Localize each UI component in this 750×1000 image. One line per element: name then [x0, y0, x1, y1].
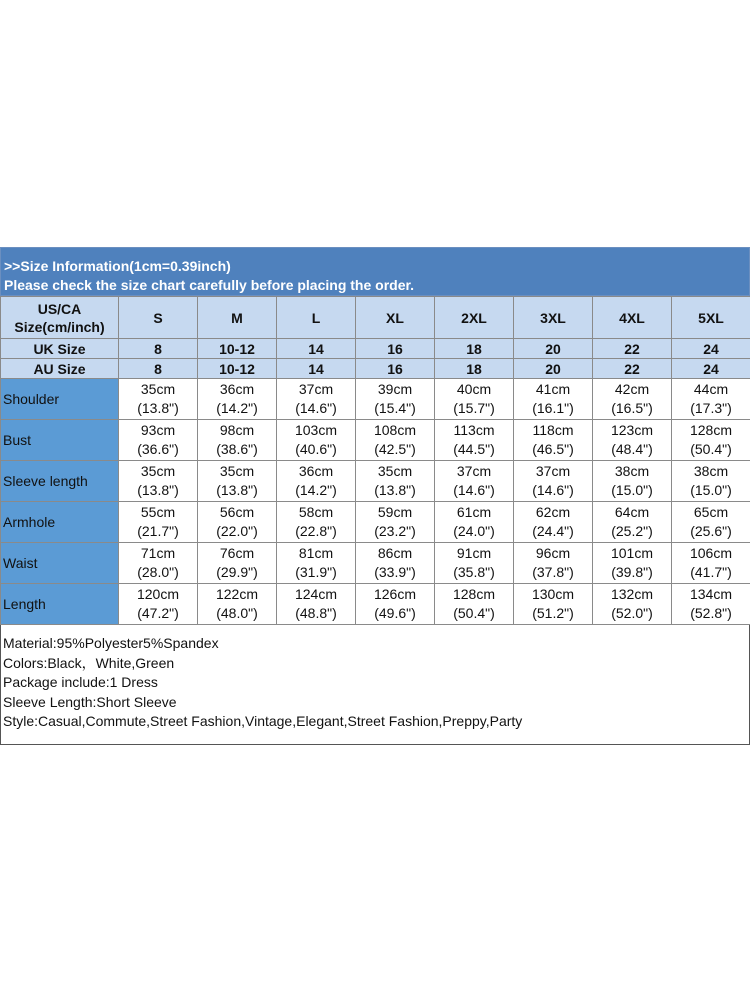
size-chart — [0, 247, 750, 745]
size-cell: 18 — [435, 359, 514, 379]
cm-value: 96cm — [535, 545, 571, 561]
measurement-cell — [356, 379, 435, 420]
measurement-cell — [198, 502, 277, 543]
measurement-cell — [672, 584, 750, 625]
size-row — [1, 297, 750, 339]
inch-value: (29.9") — [216, 564, 258, 580]
cm-value: 55cm — [140, 504, 176, 520]
measurement-label: Length — [1, 584, 119, 625]
inch-value: (24.0") — [453, 523, 495, 539]
cm-value: 37cm — [298, 381, 334, 397]
inch-value: (14.6") — [532, 482, 574, 498]
size-cell: 8 — [119, 359, 198, 379]
cm-value: 103cm — [294, 422, 338, 438]
measurement-cell — [356, 420, 435, 461]
measurement-cell — [672, 502, 750, 543]
inch-value: (52.0") — [611, 605, 653, 621]
inch-value: (33.9") — [374, 564, 416, 580]
cm-value: 120cm — [136, 586, 180, 602]
inch-value: (15.0") — [611, 482, 653, 498]
size-cell: 10-12 — [198, 339, 277, 359]
inch-value: (23.2") — [374, 523, 416, 539]
measurement-cell — [119, 461, 198, 502]
measurement-cell — [672, 420, 750, 461]
header-title: >>Size Information(1cm=0.39inch) — [4, 258, 231, 274]
measurement-cell — [593, 543, 672, 584]
inch-value: (14.2") — [295, 482, 337, 498]
size-cell: 24 — [672, 359, 750, 379]
inch-value: (24.4") — [532, 523, 574, 539]
measurement-cell — [356, 543, 435, 584]
cm-value: 35cm — [140, 381, 176, 397]
measurement-cell — [435, 420, 514, 461]
measurement-cell — [514, 584, 593, 625]
inch-value: (48.4") — [611, 441, 653, 457]
measurement-cell — [277, 584, 356, 625]
size-cell: 20 — [514, 339, 593, 359]
measurement-cell — [119, 379, 198, 420]
measurement-cell — [672, 461, 750, 502]
cm-value: 62cm — [535, 504, 571, 520]
measurement-cell — [514, 379, 593, 420]
measurement-cell — [435, 461, 514, 502]
inch-value: (13.8") — [216, 482, 258, 498]
measurement-label: Waist — [1, 543, 119, 584]
measurement-cell — [119, 584, 198, 625]
measurement-cell — [593, 420, 672, 461]
inch-value: (16.1") — [532, 400, 574, 416]
measurement-cell — [514, 420, 593, 461]
cm-value: 38cm — [693, 463, 729, 479]
size-cell: 20 — [514, 359, 593, 379]
inch-value: (22.8") — [295, 523, 337, 539]
cm-value: 41cm — [535, 381, 571, 397]
inch-value: (46.5") — [532, 441, 574, 457]
measurement-cell — [356, 502, 435, 543]
inch-value: (48.8") — [295, 605, 337, 621]
measurement-cell — [119, 502, 198, 543]
cm-value: 113cm — [453, 422, 495, 438]
inch-value: (15.4") — [374, 400, 416, 416]
inch-value: (14.2") — [216, 400, 258, 416]
measurement-label: Sleeve length — [1, 461, 119, 502]
measurement-cell — [198, 584, 277, 625]
cm-value: 134cm — [689, 586, 733, 602]
cm-value: 91cm — [456, 545, 492, 561]
cm-value: 61cm — [456, 504, 492, 520]
cm-value: 118cm — [532, 422, 574, 438]
cm-value: 86cm — [377, 545, 413, 561]
inch-value: (22.0") — [216, 523, 258, 539]
size-cell: 22 — [593, 359, 672, 379]
measurement-cell — [198, 420, 277, 461]
size-row-label: AU Size — [1, 359, 119, 379]
inch-value: (51.2") — [532, 605, 574, 621]
inch-value: (25.6") — [690, 523, 732, 539]
cm-value: 123cm — [610, 422, 654, 438]
inch-value: (52.8") — [690, 605, 732, 621]
cm-value: 36cm — [219, 381, 255, 397]
size-row — [1, 359, 750, 379]
size-cell: 14 — [277, 339, 356, 359]
inch-value: (40.6") — [295, 441, 337, 457]
measurement-cell — [435, 584, 514, 625]
size-cell: 4XL — [593, 297, 672, 339]
inch-value: (50.4") — [453, 605, 495, 621]
measurement-label: Bust — [1, 420, 119, 461]
cm-value: 37cm — [535, 463, 571, 479]
inch-value: (21.7") — [137, 523, 179, 539]
cm-value: 58cm — [298, 504, 334, 520]
inch-value: (14.6") — [453, 482, 495, 498]
size-chart-header — [0, 247, 750, 296]
size-cell: 2XL — [435, 297, 514, 339]
cm-value: 130cm — [531, 586, 575, 602]
measurement-cell — [198, 379, 277, 420]
cm-value: 44cm — [693, 381, 729, 397]
size-cell: 22 — [593, 339, 672, 359]
measurement-cell — [119, 543, 198, 584]
cm-value: 93cm — [140, 422, 176, 438]
size-cell: M — [198, 297, 277, 339]
info-line: Colors:Black，White,Green — [3, 654, 175, 671]
size-cell: S — [119, 297, 198, 339]
inch-value: (17.3") — [690, 400, 732, 416]
inch-value: (15.0") — [690, 482, 732, 498]
measurement-cell — [277, 461, 356, 502]
cm-value: 42cm — [614, 381, 650, 397]
cm-value: 59cm — [377, 504, 413, 520]
cm-value: 128cm — [689, 422, 733, 438]
product-info — [0, 625, 750, 745]
cm-value: 128cm — [452, 586, 496, 602]
measurement-cell — [198, 461, 277, 502]
header-notice: Please check the size chart carefully before placing the order. — [4, 277, 415, 293]
measurement-row — [1, 379, 750, 420]
size-cell: XL — [356, 297, 435, 339]
measurement-cell — [356, 461, 435, 502]
inch-value: (50.4") — [690, 441, 732, 457]
inch-value: (41.7") — [690, 564, 732, 580]
inch-value: (38.6") — [216, 441, 258, 457]
info-line: Package include:1 Dress — [3, 674, 158, 690]
measurement-cell — [435, 379, 514, 420]
measurement-cell — [514, 543, 593, 584]
inch-value: (16.5") — [611, 400, 653, 416]
inch-value: (49.6") — [374, 605, 416, 621]
size-row — [1, 339, 750, 359]
measurement-cell — [277, 379, 356, 420]
measurement-label: Armhole — [1, 502, 119, 543]
measurement-row — [1, 584, 750, 625]
measurement-cell — [593, 379, 672, 420]
measurement-cell — [277, 420, 356, 461]
measurement-cell — [277, 502, 356, 543]
cm-value: 124cm — [294, 586, 338, 602]
inch-value: (35.8") — [453, 564, 495, 580]
cm-value: 81cm — [298, 545, 334, 561]
measurement-label: Shoulder — [1, 379, 119, 420]
measurement-row — [1, 461, 750, 502]
cm-value: 132cm — [610, 586, 654, 602]
inch-value: (13.8") — [374, 482, 416, 498]
cm-value: 36cm — [298, 463, 334, 479]
cm-value: 106cm — [689, 545, 733, 561]
cm-value: 35cm — [377, 463, 413, 479]
size-cell: 10-12 — [198, 359, 277, 379]
size-row-label: UK Size — [1, 339, 119, 359]
measurement-cell — [593, 461, 672, 502]
inch-value: (28.0") — [137, 564, 179, 580]
inch-value: (15.7") — [453, 400, 495, 416]
measurement-cell — [277, 543, 356, 584]
measurement-cell — [672, 543, 750, 584]
inch-value: (39.8") — [611, 564, 653, 580]
size-cell: 14 — [277, 359, 356, 379]
measurement-cell — [119, 420, 198, 461]
cm-value: 38cm — [614, 463, 650, 479]
measurement-cell — [672, 379, 750, 420]
info-line: Sleeve Length:Short Sleeve — [3, 693, 177, 710]
measurement-cell — [356, 584, 435, 625]
measurement-row — [1, 420, 750, 461]
cm-value: 40cm — [456, 381, 492, 397]
measurement-row — [1, 543, 750, 584]
inch-value: (13.8") — [137, 400, 179, 416]
inch-value: (36.6") — [137, 441, 179, 457]
size-row-label: US/CA Size(cm/inch) — [1, 297, 119, 339]
info-line: Material:95%Polyester5%Spandex — [3, 635, 219, 651]
size-cell: L — [277, 297, 356, 339]
cm-value: 126cm — [373, 586, 417, 602]
measurement-cell — [435, 502, 514, 543]
inch-value: (13.8") — [137, 482, 179, 498]
cm-value: 108cm — [373, 422, 417, 438]
measurement-cell — [435, 543, 514, 584]
cm-value: 64cm — [614, 504, 650, 520]
cm-value: 71cm — [140, 545, 176, 561]
size-cell: 5XL — [672, 297, 750, 339]
inch-value: (48.0") — [216, 605, 258, 621]
cm-value: 56cm — [219, 504, 255, 520]
inch-value: (31.9") — [295, 564, 337, 580]
inch-value: (44.5") — [453, 441, 495, 457]
cm-value: 65cm — [693, 504, 729, 520]
size-table — [0, 296, 750, 625]
measurement-row — [1, 502, 750, 543]
size-cell: 16 — [356, 359, 435, 379]
inch-value: (14.6") — [295, 400, 337, 416]
size-cell: 24 — [672, 339, 750, 359]
size-cell: 3XL — [514, 297, 593, 339]
cm-value: 37cm — [456, 463, 492, 479]
size-cell: 18 — [435, 339, 514, 359]
cm-value: 98cm — [219, 422, 255, 438]
cm-value: 122cm — [215, 586, 259, 602]
info-line: Style:Casual,Commute,Street Fashion,Vintage,Elegant,Street Fashion,Preppy,Party — [3, 713, 523, 729]
cm-value: 39cm — [377, 381, 413, 397]
inch-value: (25.2") — [611, 523, 653, 539]
size-cell: 16 — [356, 339, 435, 359]
measurement-cell — [593, 584, 672, 625]
cm-value: 101cm — [610, 545, 654, 561]
cm-value: 35cm — [140, 463, 176, 479]
cm-value: 35cm — [219, 463, 255, 479]
inch-value: (47.2") — [137, 605, 179, 621]
measurement-cell — [198, 543, 277, 584]
inch-value: (42.5") — [374, 441, 416, 457]
measurement-cell — [514, 461, 593, 502]
measurement-cell — [593, 502, 672, 543]
inch-value: (37.8") — [532, 564, 574, 580]
cm-value: 76cm — [219, 545, 255, 561]
measurement-cell — [514, 502, 593, 543]
size-cell: 8 — [119, 339, 198, 359]
